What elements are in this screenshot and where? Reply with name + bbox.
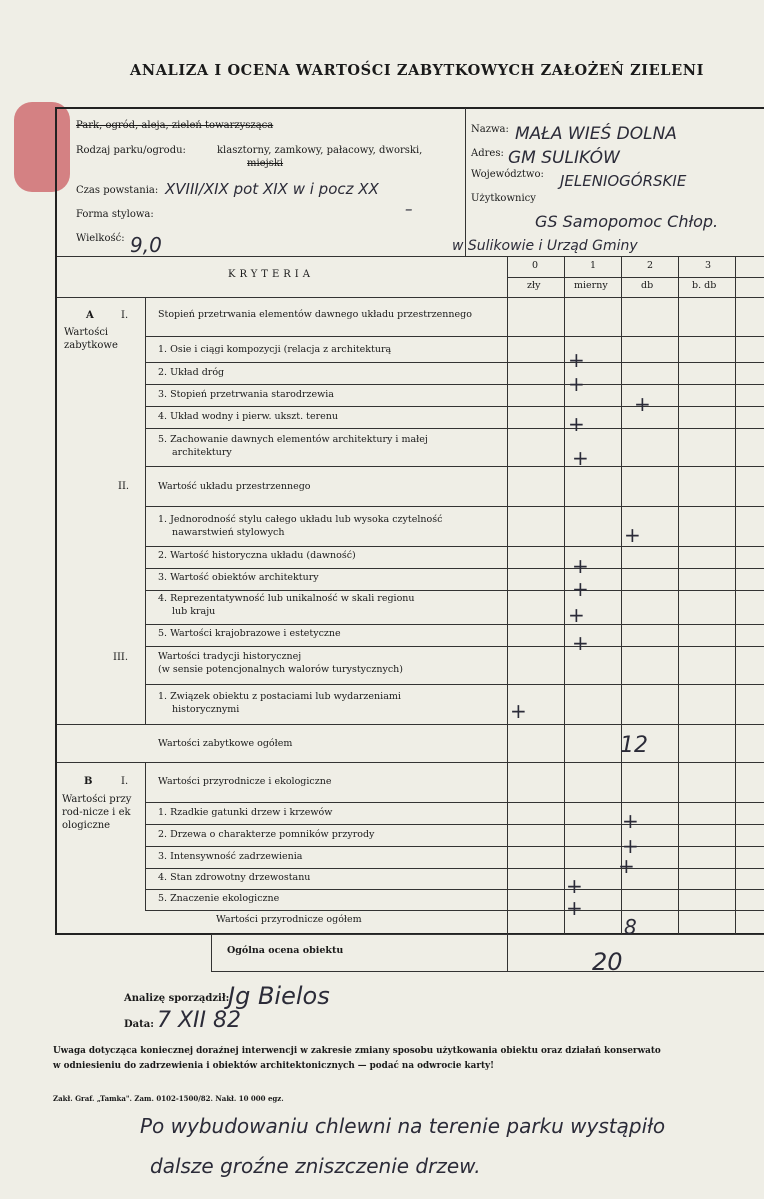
- kryteria-heading: KRYTERIA: [228, 269, 314, 280]
- mark-s1: +: [624, 523, 641, 547]
- analize-signature: Jg Bielos: [228, 982, 330, 1010]
- section-a-letter: A: [86, 310, 94, 321]
- total-b-value: 8: [624, 915, 637, 939]
- row-b-2: 2. Drzewa o charakterze pomników przyrody: [158, 829, 375, 840]
- row-line: [145, 428, 764, 429]
- mark-s5: +: [572, 631, 589, 655]
- score-1-word: mierny: [574, 280, 608, 291]
- uzytkownicy-value-1: GS Samopomoc Chłop.: [535, 212, 719, 231]
- row-line: [145, 590, 764, 591]
- row-line: [145, 684, 764, 685]
- row-b-5: 5. Znaczenie ekologiczne: [158, 893, 280, 904]
- row-a1-2: 2. Układ dróg: [158, 367, 225, 378]
- group-a3-2: (w sensie potencjonalnych walorów turystycznych): [158, 664, 403, 675]
- header-divider: [465, 108, 466, 256]
- row-b-4: 4. Stan zdrowotny drzewostanu: [158, 872, 311, 883]
- section-b-roman: I.: [121, 776, 129, 787]
- ogolna-value: 20: [592, 948, 623, 976]
- uwaga-line-1: Uwaga dotycząca koniecznej doraźnej interwencji w zakresie zmiany sposobu użytkowania obiektu oraz działań konserwato: [53, 1046, 661, 1056]
- row-line: [145, 384, 764, 385]
- nazwa-label: Nazwa:: [471, 124, 509, 135]
- data-label: Data:: [124, 1019, 154, 1030]
- czas-label: Czas powstania:: [76, 185, 159, 196]
- row-a1-5a: 5. Zachowanie dawnych elementów architektury i małej: [158, 434, 428, 445]
- park-type-line: Park, ogród, aleja, zieleń towarzysząca: [76, 120, 274, 131]
- row-line: [145, 506, 764, 507]
- ogolna-divider: [507, 934, 508, 972]
- row-line: [145, 624, 764, 625]
- row-a2-3: 3. Wartość obiektów architektury: [158, 572, 319, 583]
- row-a3-1a: 1. Związek obiektu z postaciami lub wydarzeniami: [158, 691, 401, 702]
- header-bottom-line: [57, 256, 764, 257]
- row-b-1: 1. Rzadkie gatunki drzew i krzewów: [158, 807, 333, 818]
- col-1-line: [564, 257, 565, 935]
- wojewodztwo-label: Województwo:: [471, 169, 544, 180]
- mark-s4: +: [568, 603, 585, 627]
- analize-label: Analizę sporządził:: [124, 993, 230, 1004]
- mark-r2: +: [568, 372, 585, 396]
- section-b-line: [145, 762, 146, 910]
- uzytkownicy-label: Użytkownicy: [471, 193, 536, 204]
- col-4-line: [735, 257, 736, 935]
- roman-ii: II.: [118, 481, 130, 492]
- score-2-word: db: [641, 280, 654, 291]
- row-line: [145, 466, 764, 467]
- score-3-word: b. db: [692, 280, 717, 291]
- uzytkownicy-value-2: w Sulikowie i Urząd Gminy: [452, 238, 638, 254]
- row-line: [145, 406, 764, 407]
- row-a1-5b: architektury: [172, 447, 232, 458]
- mark-s2: +: [572, 554, 589, 578]
- row-line: [145, 889, 764, 890]
- mark-b2: +: [622, 834, 639, 858]
- row-line: [57, 762, 764, 763]
- group-a2: Wartość układu przestrzennego: [158, 481, 311, 492]
- data-value: 7 XII 82: [157, 1008, 242, 1033]
- row-a1-1: 1. Osie i ciągi kompozycji (relacja z architekturą: [158, 344, 392, 355]
- row-line: [145, 362, 764, 363]
- print-info: Zakł. Graf. „Tamka". Zam. 0102-1500/82. Nakł. 10 000 egz.: [53, 1094, 284, 1103]
- score-3-num: 3: [705, 260, 712, 271]
- wielkosc-label: Wielkość:: [76, 233, 125, 244]
- col-0-line: [507, 257, 508, 935]
- row-line: [145, 846, 764, 847]
- roman-iii: III.: [113, 652, 129, 663]
- group-a1: Stopień przetrwania elementów dawnego układu przestrzennego: [158, 309, 472, 320]
- row-a2-1a: 1. Jednorodność stylu całego układu lub wysoka czytelność: [158, 514, 443, 525]
- col-3-line: [678, 257, 679, 935]
- rodzaj-options-2: miejski: [247, 158, 284, 169]
- row-a1-3: 3. Stopień przetrwania starodrzewia: [158, 389, 334, 400]
- row-line: [145, 568, 764, 569]
- forma-value: –: [405, 200, 413, 218]
- total-b-label: Wartości przyrodnicze ogółem: [216, 914, 362, 925]
- form-title: ANALIZA I OCENA WARTOŚCI ZABYTKOWYCH ZAŁOŻEŃ ZIELENI: [130, 62, 704, 79]
- adres-label: Adres:: [471, 148, 504, 159]
- row-line: [145, 546, 764, 547]
- mark-b3: +: [618, 854, 635, 878]
- row-a1-4: 4. Układ wodny i pierw. ukszt. terenu: [158, 411, 338, 422]
- mark-r5: +: [572, 446, 589, 470]
- uwaga-line-2: w odniesieniu do zadrzewienia i obiektów architektonicznych — podać na odwrocie karty!: [53, 1061, 495, 1071]
- row-line: [57, 724, 764, 725]
- wielkosc-value: 9,0: [130, 233, 162, 257]
- mark-b4: +: [566, 874, 583, 898]
- score-header-mid-line: [507, 277, 764, 278]
- mark-t1: +: [510, 699, 527, 723]
- section-a-roman: I.: [121, 310, 129, 321]
- note-line-1: Po wybudowaniu chlewni na terenie parku wystąpiło: [140, 1114, 666, 1138]
- score-2-num: 2: [647, 260, 654, 271]
- row-line: [145, 646, 764, 647]
- section-b-name: Wartości przyrod-nicze i ekologiczne: [62, 794, 132, 831]
- section-b-letter: B: [84, 776, 93, 787]
- row-a3-1b: historycznymi: [172, 704, 240, 715]
- group-a3-1: Wartości tradycji historycznej: [158, 651, 302, 662]
- ogolna-label: Ogólna ocena obiektu: [227, 945, 344, 956]
- mark-b1: +: [622, 809, 639, 833]
- row-line: [145, 868, 764, 869]
- row-line: [145, 824, 764, 825]
- mark-r1: +: [568, 348, 585, 372]
- row-a2-5: 5. Wartości krajobrazowe i estetyczne: [158, 628, 341, 639]
- mark-r4: +: [568, 412, 585, 436]
- group-b1: Wartości przyrodnicze i ekologiczne: [158, 776, 332, 787]
- adres-value: GM SULIKÓW: [508, 148, 620, 168]
- total-a-value: 12: [620, 733, 648, 758]
- row-line: [145, 802, 764, 803]
- row-b-3: 3. Intensywność zadrzewienia: [158, 851, 303, 862]
- row-a2-4a: 4. Reprezentatywność lub unikalność w skali regionu: [158, 593, 415, 604]
- row-a2-1b: nawarstwień stylowych: [172, 527, 285, 538]
- wojewodztwo-value: JELENIOGÓRSKIE: [560, 172, 687, 190]
- nazwa-value: MAŁA WIEŚ DOLNA: [515, 124, 677, 144]
- row-a2-4b: lub kraju: [172, 606, 216, 617]
- mark-s3: +: [572, 577, 589, 601]
- forma-label: Forma stylowa:: [76, 209, 154, 220]
- section-a-name: Wartości zabytkowe: [64, 327, 118, 351]
- row-line: [145, 910, 764, 911]
- score-0-num: 0: [532, 260, 539, 271]
- row-line: [145, 336, 764, 337]
- total-a-label: Wartości zabytkowe ogółem: [158, 738, 293, 749]
- rodzaj-options: klasztorny, zamkowy, pałacowy, dworski,: [217, 145, 423, 156]
- rodzaj-label: Rodzaj parku/ogrodu:: [76, 145, 186, 156]
- score-0-word: zły: [527, 280, 541, 291]
- czas-value: XVIII/XIX pot XIX w i pocz XX: [165, 180, 379, 198]
- mark-b5: +: [566, 896, 583, 920]
- score-1-num: 1: [590, 260, 597, 271]
- row-a2-2: 2. Wartość historyczna układu (dawność): [158, 550, 356, 561]
- note-line-2: dalsze groźne zniszczenie drzew.: [150, 1154, 481, 1178]
- mark-r3: +: [634, 392, 651, 416]
- score-header-bottom-line: [57, 297, 764, 298]
